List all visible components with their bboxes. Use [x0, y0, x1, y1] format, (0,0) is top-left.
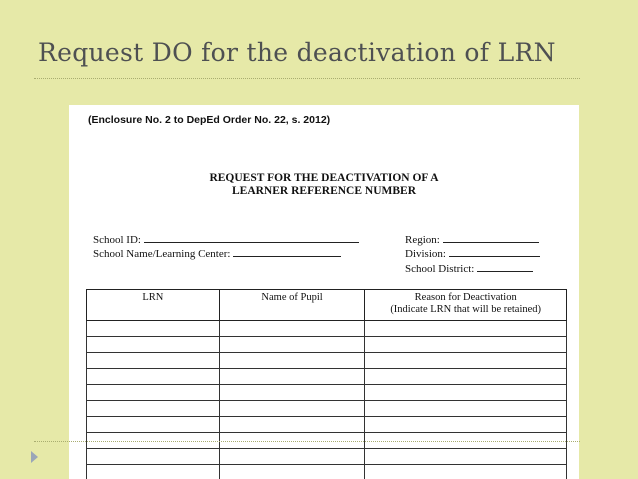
enclosure-note: (Enclosure No. 2 to DepEd Order No. 22, s. 2012) — [88, 114, 331, 126]
column-header-name-of-pupil-text: Name of Pupil — [261, 292, 323, 303]
table-body — [87, 321, 567, 479]
column-header-lrn-text: LRN — [142, 292, 164, 303]
form-title-line1: REQUEST FOR THE DEACTIVATION OF A — [209, 172, 439, 184]
table-row — [87, 401, 567, 417]
table-cell — [219, 321, 365, 337]
school-district-blank — [477, 261, 533, 272]
table-cell — [87, 401, 220, 417]
column-header-reason — [365, 290, 567, 321]
table-cell — [365, 465, 567, 479]
region-label: Region: — [405, 234, 440, 246]
table-cell — [365, 385, 567, 401]
column-header-lrn — [87, 290, 220, 321]
school-name-field — [93, 246, 341, 260]
table-row — [87, 449, 567, 465]
table-cell — [365, 401, 567, 417]
table-row — [87, 321, 567, 337]
table-row — [87, 353, 567, 369]
school-name-blank — [233, 246, 341, 257]
table-cell — [87, 417, 220, 433]
deactivation-table — [86, 289, 567, 479]
bottom-divider — [34, 441, 580, 442]
table-row — [87, 465, 567, 479]
column-header-reason-text: Reason for Deactivation — [414, 292, 517, 303]
table-cell — [365, 417, 567, 433]
table-cell — [365, 369, 567, 385]
column-header-name-of-pupil — [219, 290, 365, 321]
table-cell — [365, 337, 567, 353]
table-cell — [219, 417, 365, 433]
school-id-label: School ID: — [93, 234, 141, 246]
table-cell — [219, 369, 365, 385]
table-cell — [87, 369, 220, 385]
table-row — [87, 369, 567, 385]
table-cell — [365, 321, 567, 337]
table-cell — [219, 353, 365, 369]
school-district-label: School District: — [405, 263, 475, 275]
table-cell — [87, 321, 220, 337]
table-cell — [87, 449, 220, 465]
table-row — [87, 385, 567, 401]
table-row — [87, 337, 567, 353]
table-row — [87, 417, 567, 433]
division-blank — [449, 246, 540, 257]
table-cell — [219, 385, 365, 401]
table-cell — [365, 449, 567, 465]
region-field — [405, 232, 539, 246]
table-cell — [87, 465, 220, 479]
column-header-reason-note: (Indicate LRN that will be retained) — [390, 304, 542, 315]
table-cell — [219, 465, 365, 479]
school-name-label: School Name/Learning Center: — [93, 248, 231, 260]
form-title-line2: LEARNER REFERENCE NUMBER — [231, 185, 417, 197]
school-id-blank — [144, 232, 359, 243]
table-header-row — [87, 290, 567, 321]
school-district-field — [405, 261, 533, 275]
table-cell — [87, 337, 220, 353]
table-cell — [87, 353, 220, 369]
school-id-field — [93, 232, 359, 246]
table-cell — [219, 449, 365, 465]
slide-title: Request DO for the deactivation of LRN — [38, 38, 556, 67]
title-divider — [34, 78, 580, 79]
division-label: Division: — [405, 248, 446, 260]
region-blank — [443, 232, 539, 243]
table-cell — [219, 337, 365, 353]
table-cell — [365, 353, 567, 369]
form-document-image — [69, 105, 579, 479]
bullet-arrow-icon — [31, 451, 38, 463]
division-field — [405, 246, 540, 260]
table-cell — [219, 401, 365, 417]
table-cell — [87, 385, 220, 401]
